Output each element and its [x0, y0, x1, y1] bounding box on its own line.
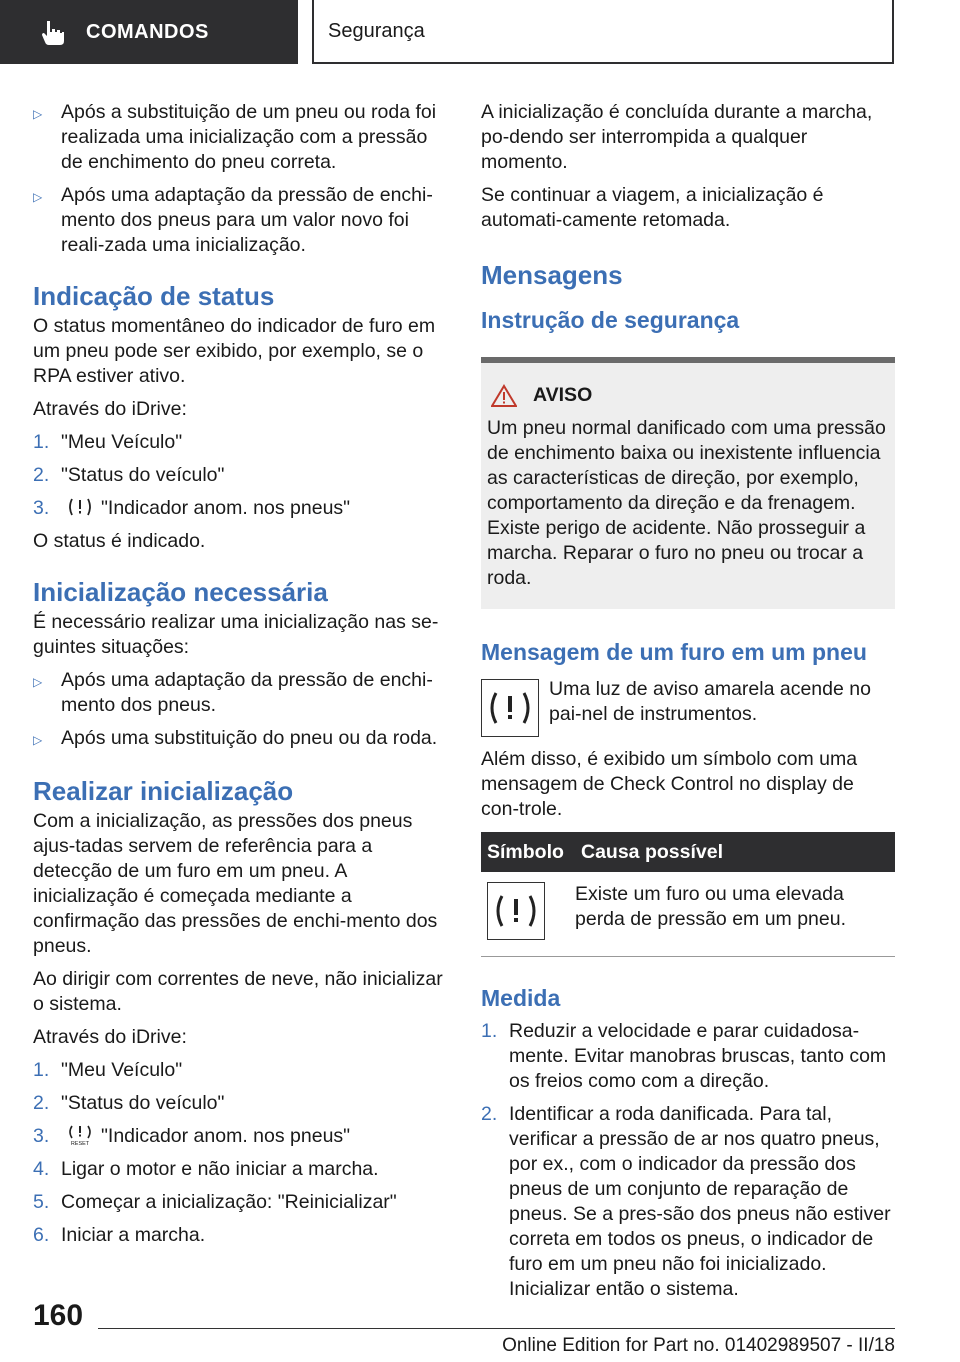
warning-triangle-icon [491, 384, 517, 408]
table-row: Existe um furo ou uma elevada perda de pressão em um pneu. [481, 872, 895, 957]
messages-heading: Mensagens [481, 260, 623, 290]
list-item: 6. Iniciar a marcha. [33, 1224, 206, 1246]
tire-warning-icon [493, 892, 539, 930]
list-item: ▷ Após uma substituição do pneu ou da roda. [33, 726, 448, 753]
snow-text: Ao dirigir com correntes de neve, não inicializar o sistema. [33, 968, 443, 1015]
list-item: 3. RESET "Indicador anom. nos pneus" [33, 1125, 351, 1147]
list-item: 5. Começar a inicialização: "Reinicializar" [33, 1191, 397, 1213]
page-number: 160 [33, 1299, 84, 1332]
section-title: Segurança [312, 0, 894, 64]
table-header: Símbolo Causa possível [481, 832, 895, 872]
symbol-table [481, 832, 895, 957]
init-needed-heading: Inicialização necessária [33, 577, 328, 607]
chapter-tab [0, 0, 298, 64]
triangle-bullet-icon: ▷ [33, 733, 43, 747]
list-item: 3. "Indicador anom. nos pneus" [33, 497, 351, 519]
list-item: 2. "Status do veículo" [33, 1092, 225, 1114]
status-result: O status é indicado. [33, 530, 206, 552]
list-item: 1. "Meu Veículo" [33, 1059, 183, 1081]
flat-message [481, 677, 895, 737]
list-item: 2. Identificar a roda danificada. Para tal, verificar a pressão de ar nos quatro pneus, por ex., com o indicador da pressão dos pneus de um conjunto de reparação de pneus. Se a pres‐são dos pneus não estiver correta em todos os pneus, o indicador de furo em um pneu não foi inicializado. Inicializar então o sistema. [481, 1103, 891, 1300]
intro-2: Se continuar a viagem, a inicialização é automati‐camente retomada. [481, 184, 824, 231]
warning-title-row: AVISO [487, 383, 887, 408]
warning-box [481, 357, 895, 609]
do-init-heading: Realizar inicialização [33, 776, 294, 806]
tire-warning-icon [487, 689, 533, 727]
triangle-bullet-icon: ▷ [33, 190, 43, 204]
left-column [33, 100, 448, 1256]
list-item: 4. Ligar o motor e não iniciar a marcha. [33, 1158, 379, 1180]
flat-text-2: Além disso, é exibido um símbolo com uma mensagem de Check Control no display de con‐trole. [481, 748, 858, 820]
right-column [481, 100, 895, 1310]
list-item: ▷ Após uma adaptação da pressão de enchi‐mento dos pneus. [33, 669, 433, 716]
warning-text: Um pneu normal danificado com uma pressão de enchimento baixa ou inexistente influencia as características de direção, por exemplo, comportamento da direção e da frenagem. Existe perigo de acidente. Não prosseguir a marcha. Reparar o furo no pneu ou trocar a roda. [487, 417, 886, 589]
hand-pointer-icon [38, 17, 68, 47]
list-item: ▷ Após a substituição de um pneu ou roda foi realizada uma inicialização com a pressão de enchimento do pneu correta. [33, 101, 437, 173]
flat-heading: Mensagem de um furo em um pneu [481, 639, 867, 665]
tire-warning-icon [67, 496, 93, 518]
flat-text: Uma luz de aviso amarela acende no pai‐nel de instrumentos. [549, 678, 871, 725]
footer-divider [98, 1328, 895, 1329]
via-idrive: Através do iDrive: [33, 398, 187, 420]
triangle-bullet-icon: ▷ [33, 675, 43, 689]
safety-heading: Instrução de segurança [481, 307, 740, 333]
triangle-bullet-icon: ▷ [33, 107, 43, 121]
tire-warning-symbol [487, 882, 545, 940]
tire-reset-icon [67, 1124, 93, 1146]
svg-text:RESET: RESET [70, 1141, 90, 1146]
measure-heading: Medida [481, 985, 561, 1011]
do-init-text: Com a inicialização, as pressões dos pneus ajus‐tadas servem de referência para a detecção de um furo em um pneu. A inicialização é começada mediante a confirmação das pressões de enchi‐mento dos pneus. [33, 810, 438, 957]
status-text: O status momentâneo do indicador de furo em um pneu pode ser exibido, por exemplo, se o RPA estiver ativo. [33, 315, 436, 387]
list-item: 1. "Meu Veículo" [33, 431, 183, 453]
tire-warning-symbol [481, 679, 539, 737]
chapter-label: COMANDOS [86, 20, 209, 43]
list-item: ▷ Após uma adaptação da pressão de enchi‐mento dos pneus para um valor novo foi reali‐zada uma inicialização. [33, 184, 433, 256]
list-item: 2. "Status do veículo" [33, 464, 225, 486]
status-heading: Indicação de status [33, 281, 275, 311]
edition-text: Online Edition for Part no. 01402989507 - II/18 [502, 1335, 895, 1356]
via-idrive-2: Através do iDrive: [33, 1026, 187, 1048]
intro-1: A inicialização é concluída durante a marcha, po‐dendo ser interrompida a qualquer momento. [481, 101, 873, 173]
list-item: 1. Reduzir a velocidade e parar cuidadosa‐mente. Evitar manobras bruscas, tanto com os freios como com a direção. [481, 1020, 887, 1092]
init-needed-text: É necessário realizar uma inicialização nas se‐guintes situações: [33, 611, 439, 658]
